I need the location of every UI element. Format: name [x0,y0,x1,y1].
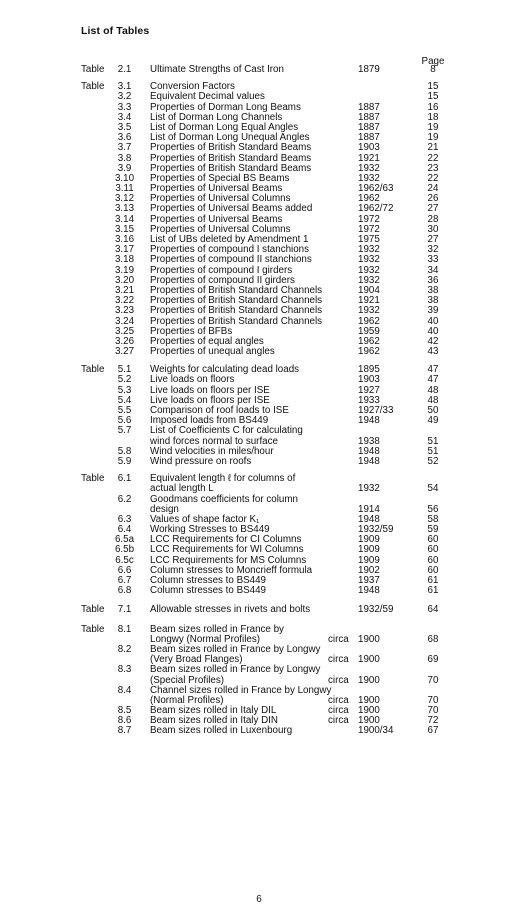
table-title: Properties of compound I girders [150,264,293,276]
table-page: 56 [427,503,439,515]
table-number: 6.5b [114,544,135,556]
table-title: LCC Requirements for CI Columns [150,534,302,546]
table-title: Beam sizes rolled in Italy DIL [150,705,277,717]
table-label: Table [81,364,105,376]
table-page: 16 [427,101,439,113]
table-title: Properties of equal angles [150,335,264,347]
table-number: 3.26 [114,335,135,347]
table-page: 72 [427,715,439,727]
table-number: 3.21 [114,284,135,296]
table-number: 3.15 [114,223,135,235]
table-title: Ultimate Strengths of Cast Iron [150,64,284,75]
table-number: 3.24 [114,315,135,327]
table-year: 1914 [358,503,380,515]
table-year: 1932 [358,172,380,184]
table-entry [0,327,530,337]
table-title: Live loads on floors per ISE [150,394,270,406]
table-year: 1972 [358,213,380,225]
table-year: 1909 [358,534,380,546]
table-page: 69 [427,654,439,666]
table-entry [0,625,530,635]
table-year: 1903 [358,374,380,386]
table-page: 51 [427,445,439,457]
table-page: 51 [427,435,439,447]
table-year: 1938 [358,435,380,447]
table-year: 1921 [358,295,380,307]
table-title: Properties of Universal Columns [150,193,291,205]
table-number: 5.9 [117,455,132,467]
table-number: 6.5c [115,554,134,566]
table-title: Equivalent length ℓ for columns of [150,473,296,485]
table-year: 1904 [358,284,380,296]
table-entry [0,586,530,596]
table-year: 1900 [358,654,380,666]
table-page: 40 [427,325,439,337]
table-year: 1900 [358,694,380,706]
page-number: 6 [256,894,262,905]
table-title: LCC Requirements for MS Columns [150,554,307,566]
table-page: 22 [427,172,439,184]
table-page: 36 [427,274,439,286]
table-page: 43 [427,346,439,358]
table-number: 6.2 [117,493,132,505]
table-year: 1927/33 [358,405,394,416]
table-number: 3.3 [117,101,132,113]
table-number: 8.3 [117,664,132,676]
table-page: 58 [427,513,439,525]
table-number: 3.10 [114,172,135,184]
circa-label: circa [328,654,349,666]
table-entry [0,726,530,736]
table-page: 50 [427,405,439,416]
table-number: 8.1 [117,623,132,635]
table-page: 59 [427,524,439,536]
table-page: 19 [427,121,439,133]
table-page: 60 [427,534,439,546]
table-title: Column stresses to BS449 [150,575,266,586]
table-year: 1962/63 [358,183,394,195]
table-title: Properties of Dorman Long Beams [150,101,301,113]
table-title: Imposed loads from BS449 [150,415,269,427]
table-entry [0,495,530,505]
table-title: design [150,503,179,515]
table-number: 6.1 [117,473,132,485]
table-entry [0,686,530,696]
table-number: 3.25 [114,325,135,337]
table-year: 1902 [358,564,380,576]
table-number: 3.1 [117,81,132,93]
table-year: 1933 [358,394,380,406]
table-year: 1909 [358,554,380,566]
table-entry [0,317,530,327]
table-title: Properties of unequal angles [150,346,275,358]
table-entry [0,306,530,316]
table-number: 3.19 [114,264,135,276]
table-year: 1879 [358,64,380,75]
table-page: 39 [427,305,439,317]
table-title: List of Dorman Long Channels [150,111,283,123]
table-title: Properties of Special BS Beams [150,172,290,184]
table-number: 5.4 [117,394,132,406]
table-title: (Very Broad Flanges) [150,654,243,666]
table-title: Properties of British Standard Beams [150,162,312,174]
table-year: 1900 [358,633,380,645]
table-page: 48 [427,394,439,406]
table-number: 3.8 [117,152,132,164]
table-title: Comparison of roof loads to ISE [150,405,289,416]
table-number: 2.1 [117,64,132,75]
table-year: 1975 [358,234,380,245]
table-title: List of UBs deleted by Amendment 1 [150,234,309,245]
table-year: 1948 [358,445,380,457]
table-page: 27 [427,234,439,245]
table-number: 3.18 [114,254,135,266]
table-number: 3.14 [114,213,135,225]
table-title: Beam sizes rolled in Italy DIN [150,715,278,727]
table-number: 5.8 [117,445,132,457]
table-year: 1932 [358,244,380,256]
table-page: 18 [427,111,439,123]
circa-label: circa [328,674,349,686]
table-year: 1887 [358,121,380,133]
table-title: Properties of British Standard Beams [150,142,312,154]
table-number: 3.12 [114,193,135,205]
table-year: 1937 [358,575,380,586]
table-number: 3.7 [117,142,132,154]
table-page: 61 [427,585,439,597]
table-page: 60 [427,554,439,566]
table-year: 1948 [358,455,380,467]
table-number: 7.1 [117,604,132,616]
table-title: Wind velocities in miles/hour [150,445,274,457]
table-number: 8.4 [117,684,132,696]
table-title: Beam sizes rolled in Luxenbourg [150,725,293,737]
table-page: 70 [427,674,439,686]
table-title: List of Coefficients C for calculating [150,425,303,437]
table-year: 1972 [358,223,380,235]
table-page: 32 [427,244,439,256]
table-page: 15 [427,81,439,93]
table-number: 8.2 [117,643,132,655]
table-year: 1948 [358,585,380,597]
table-page: 21 [427,142,439,154]
table-title: Column stresses to BS449 [150,585,266,597]
table-number: 5.1 [117,364,132,376]
table-number: 3.5 [117,121,132,133]
table-label: Table [81,64,105,75]
table-year: 1927 [358,384,380,396]
table-title: Beam sizes rolled in France by Longwy [150,664,321,676]
table-page: 47 [427,364,439,376]
table-page: 70 [427,694,439,706]
table-title: Properties of Universal Beams [150,183,283,195]
table-entry [0,65,530,75]
table-page: 26 [427,193,439,205]
table-year: 1962 [358,315,380,327]
table-entry [0,474,530,484]
table-page: 52 [427,455,439,467]
table-year: 1962 [358,346,380,358]
table-year: 1932 [358,305,380,317]
table-title: Column stresses to Moncrieff formula [150,564,313,576]
table-year: 1900 [358,715,380,727]
table-title: (Normal Profiles) [150,694,224,706]
table-year: 1900 [358,705,380,717]
table-group [0,474,530,596]
table-page: 54 [427,483,439,495]
table-page: 15 [427,91,439,103]
table-year: 1909 [358,544,380,556]
table-page: 22 [427,152,439,164]
table-number: 5.2 [117,374,132,386]
table-number: 6.6 [117,564,132,576]
circa-label: circa [328,705,349,717]
table-number: 6.5a [114,534,135,546]
table-label: Table [81,623,105,635]
table-year: 1887 [358,111,380,123]
table-year: 1962 [358,193,380,205]
table-year: 1932 [358,483,380,495]
table-number: 3.6 [117,132,132,144]
table-year: 1932/59 [358,604,394,616]
table-number: 3.20 [114,274,135,286]
table-title: Channel sizes rolled in France by Longwy [150,684,332,696]
table-title: Properties of British Standard Channels [150,284,323,296]
table-entry [0,82,530,92]
table-title: Properties of British Standard Beams [150,152,312,164]
table-number: 3.13 [114,203,135,215]
table-page: 19 [427,132,439,144]
table-title: wind forces normal to surface [150,435,278,447]
table-page: 64 [427,604,439,616]
table-number: 3.23 [114,305,135,317]
table-page: 48 [427,384,439,396]
table-label: Table [81,473,105,485]
page-title: List of Tables [81,25,150,37]
table-title: Properties of Universal Beams [150,213,283,225]
table-number: 5.3 [117,384,132,396]
table-year: 1895 [358,364,380,376]
table-year: 1900 [358,674,380,686]
table-year: 1948 [358,415,380,427]
circa-label: circa [328,694,349,706]
table-entry [0,505,530,515]
table-title: Wind pressure on roofs [150,455,252,467]
table-number: 3.11 [115,183,134,195]
table-title: Properties of Universal Beams added [150,203,313,215]
table-page: 42 [427,335,439,347]
table-number: 5.5 [117,405,132,416]
table-year: 1932 [358,274,380,286]
table-year: 1903 [358,142,380,154]
table-group [0,605,530,615]
table-number: 8.6 [117,715,132,727]
table-year: 1932/59 [358,524,394,536]
table-year: 1932 [358,162,380,174]
table-number: 8.7 [117,725,132,737]
table-title: Properties of British Standard Channels [150,295,323,307]
table-entry [0,605,530,615]
table-title: Beam sizes rolled in France by Longwy [150,643,321,655]
table-group [0,65,530,75]
table-title: Longwy (Normal Profiles) [150,633,260,645]
table-entry [0,484,530,494]
table-number: 3.22 [114,295,135,307]
table-entry [0,143,530,153]
table-entry [0,365,530,375]
table-page: 40 [427,315,439,327]
table-title: Values of shape factor K₁ [150,513,260,525]
table-title: Live loads on floors per ISE [150,384,270,396]
table-title: List of Dorman Long Unequal Angles [150,132,310,144]
table-title: actual length L [150,483,214,495]
table-page: 70 [427,705,439,717]
table-number: 3.2 [117,91,132,103]
table-list [0,65,530,737]
table-number: 3.27 [114,346,135,358]
table-year: 1887 [358,132,380,144]
page-column-header: Page [421,56,445,67]
table-page: 34 [427,264,439,276]
table-entry [0,665,530,675]
table-year: 1962 [358,335,380,347]
table-number: 6.3 [117,513,132,525]
table-page: 60 [427,544,439,556]
table-page: 60 [427,564,439,576]
table-year: 1921 [358,152,380,164]
table-page: 38 [427,284,439,296]
table-page: 28 [427,213,439,225]
table-title: Properties of compound II girders [150,274,295,286]
table-label: Table [81,604,105,616]
table-page: 27 [427,203,439,215]
table-entry [0,447,530,457]
table-number: 6.7 [117,575,132,586]
table-page: 33 [427,254,439,266]
table-page: 30 [427,223,439,235]
table-number: 3.17 [114,244,135,256]
table-year: 1887 [358,101,380,113]
table-number: 3.9 [117,162,132,174]
table-page: 23 [427,162,439,174]
table-number: 6.8 [117,585,132,597]
table-entry [0,347,530,357]
table-group [0,365,530,467]
circa-label: circa [328,633,349,645]
table-title: Properties of BFBs [150,325,233,337]
table-page: 61 [427,575,439,586]
table-title: Beam sizes rolled in France by [150,623,284,635]
table-title: Weights for calculating dead loads [150,364,300,376]
table-page: 8 [430,64,436,75]
table-year: 1948 [358,513,380,525]
table-year: 1932 [358,264,380,276]
table-page: 49 [427,415,439,427]
table-number: 3.4 [117,111,132,123]
circa-label: circa [328,715,349,727]
table-title: Goodmans coefficients for column [150,493,298,505]
table-title: Properties of British Standard Channels [150,315,323,327]
table-page: 47 [427,374,439,386]
table-number: 5.6 [117,415,132,427]
table-year: 1962/72 [358,203,394,215]
table-title: Properties of compound II stanchions [150,254,312,266]
table-title: (Special Profiles) [150,674,225,686]
table-title: LCC Requirements for WI Columns [150,544,304,556]
table-title: Live loads on floors [150,374,235,386]
table-year: 1959 [358,325,380,337]
table-title: Conversion Factors [150,81,235,93]
table-year: 1900/34 [358,725,394,737]
table-title: Properties of compound I stanchions [150,244,310,256]
table-title: Working Stresses to BS449 [150,524,270,536]
table-title: Properties of British Standard Channels [150,305,323,317]
table-entry [0,645,530,655]
table-page: 24 [427,183,439,195]
table-label: Table [81,81,105,93]
table-number: 6.4 [117,524,132,536]
table-title: Allowable stresses in rivets and bolts [150,604,311,616]
table-number: 8.5 [117,705,132,717]
table-group [0,82,530,357]
table-year: 1932 [358,254,380,266]
table-group [0,625,530,737]
table-number: 5.7 [117,425,132,437]
table-number: 3.16 [114,234,135,245]
table-title: Properties of Universal Columns [150,223,291,235]
table-title: Equivalent Decimal values [150,91,265,103]
table-page: 68 [427,633,439,645]
table-entry [0,457,530,467]
table-page: 67 [427,725,439,737]
table-title: List of Dorman Long Equal Angles [150,121,299,133]
table-page: 38 [427,295,439,307]
